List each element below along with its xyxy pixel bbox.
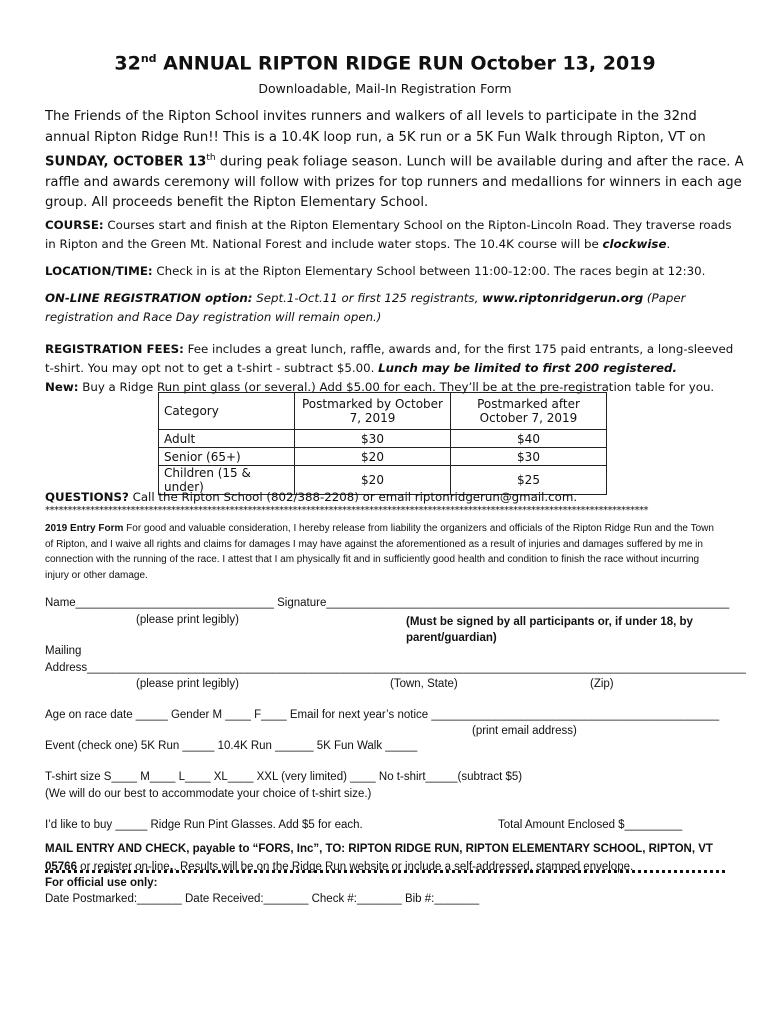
cell-after: $40 <box>451 430 607 448</box>
questions-line: QUESTIONS? Call the Ripton School (802/388-2208) or email riptonridgerun@gmail.com. <box>45 490 578 504</box>
online-registration-paragraph: ON-LINE REGISTRATION option: Sept.1-Oct.11 or first 125 registrants, www.riptonridgerun.org (Paper registration and Race Day registration will remain open.) <box>45 291 686 324</box>
cell-before: $30 <box>295 430 451 448</box>
header-postmarked-after: Postmarked after October 7, 2019 <box>451 393 607 430</box>
town-state-note: (Town, State) <box>390 678 458 690</box>
course-paragraph: COURSE: Courses start and finish at the Ripton Elementary School on the Ripton-Lincoln Road. They traverse roads in Ripton and the Green Mt. National Forest and include water stops. The 10.4K course will be clockwise. <box>45 218 732 251</box>
mailing-label: Mailing <box>45 645 82 657</box>
tshirt-line[interactable]: T-shirt size S____ M____ L____ XL____ XXL (very limited) ____ No t-shirt_____(subtract $5) <box>45 771 523 783</box>
cell-category: Children (15 & under) <box>159 466 295 495</box>
intro-paragraph: The Friends of the Ripton School invites runners and walkers of all levels to participate in the 32nd annual Ripton Ridge Run!! This is a 10.4K loop run, a 5K run or a 5K Fun Walk through Ripton, VT on SUNDAY, OCTOBER 13th during peak foliage season. Lunch will be available during and after the race. A raffle and awards ceremony will follow with prizes for top runners and medallions for winners in each age group. All proceeds benefit the Ripton Elementary School. <box>45 109 744 211</box>
cell-after: $30 <box>451 448 607 466</box>
signature-note: (Must be signed by all participants or, if under 18, by parent/guardian) <box>406 616 693 644</box>
tshirt-note: (We will do our best to accommodate your choice of t-shirt size.) <box>45 788 372 800</box>
header-postmarked-by: Postmarked by October 7, 2019 <box>295 393 451 430</box>
address-line[interactable]: Address_______________________________________________________________________________________________________ <box>45 662 746 674</box>
separator-stars: ************************************************************************************************************************************** <box>45 505 648 516</box>
fee-table <box>158 392 607 495</box>
location-paragraph: LOCATION/TIME: Check in is at the Ripton Elementary School between 11:00-12:00. The races begin at 12:30. <box>45 264 706 278</box>
official-use-label: For official use only: <box>45 877 158 889</box>
zip-note: (Zip) <box>590 678 614 690</box>
name-signature-line[interactable]: Name_______________________________ Signature_______________________________________________________________ <box>45 597 730 609</box>
table-row <box>159 448 607 466</box>
total-amount-line[interactable]: Total Amount Enclosed $_________ <box>498 819 683 831</box>
cell-category: Adult <box>159 430 295 448</box>
dotted-divider <box>45 870 725 873</box>
table-row <box>159 430 607 448</box>
cell-before: $20 <box>295 448 451 466</box>
print-legibly-note: (please print legibly) <box>136 614 239 626</box>
event-line[interactable]: Event (check one) 5K Run _____ 10.4K Run ______ 5K Fun Walk _____ <box>45 740 418 752</box>
header-category: Category <box>159 393 295 430</box>
page-subtitle: Downloadable, Mail-In Registration Form <box>258 81 512 96</box>
print-email-note: (print email address) <box>472 725 577 737</box>
fees-paragraph: REGISTRATION FEES: Fee includes a great lunch, raffle, awards and, for the first 175 paid entrants, a long-sleeved t-shirt. You may opt not to get a t-shirt - subtract $5.00. Lunch may be limited to first 200 registered. New: Buy a Ridge Run pint glass (or several.) Add $5.00 for each. They’ll be at the pre-registration table for you. <box>45 342 734 394</box>
cell-after: $25 <box>451 466 607 495</box>
pint-glasses-line[interactable]: I’d like to buy _____ Ridge Run Pint Glasses. Add $5 for each. <box>45 819 363 831</box>
age-gender-email-line[interactable]: Age on race date _____ Gender M ____ F____ Email for next year’s notice _____________________________________________ <box>45 709 720 721</box>
waiver-paragraph: 2019 Entry Form For good and valuable consideration, I hereby release from liability the organizers and officials of the Ripton Ridge Run and the Town of Ripton, and I waive all rights and claims for damages I may have against the aforementioned as a result of injuries and damages suffered by me in connection with the running of the race. I attest that I am physically fit and in sufficiently good health and condition to finish the race without incurring injury or other damage. <box>45 523 714 581</box>
cell-before: $20 <box>295 466 451 495</box>
official-use-line: Date Postmarked:_______ Date Received:_______ Check #:_______ Bib #:_______ <box>45 893 480 905</box>
mail-instructions: MAIL ENTRY AND CHECK, payable to “FORS, Inc”, TO: RIPTON RIDGE RUN, RIPTON ELEMENTARY SCHOOL, RIPTON, VT 05766 or register on-line.. Results will be on the Ridge Run website or include a self-addressed, stamped envelope. <box>45 843 713 873</box>
cell-category: Senior (65+) <box>159 448 295 466</box>
page-title: 32nd ANNUAL RIPTON RIDGE RUN October 13, 2019 <box>114 52 656 75</box>
print-legibly-note-2: (please print legibly) <box>136 678 239 690</box>
